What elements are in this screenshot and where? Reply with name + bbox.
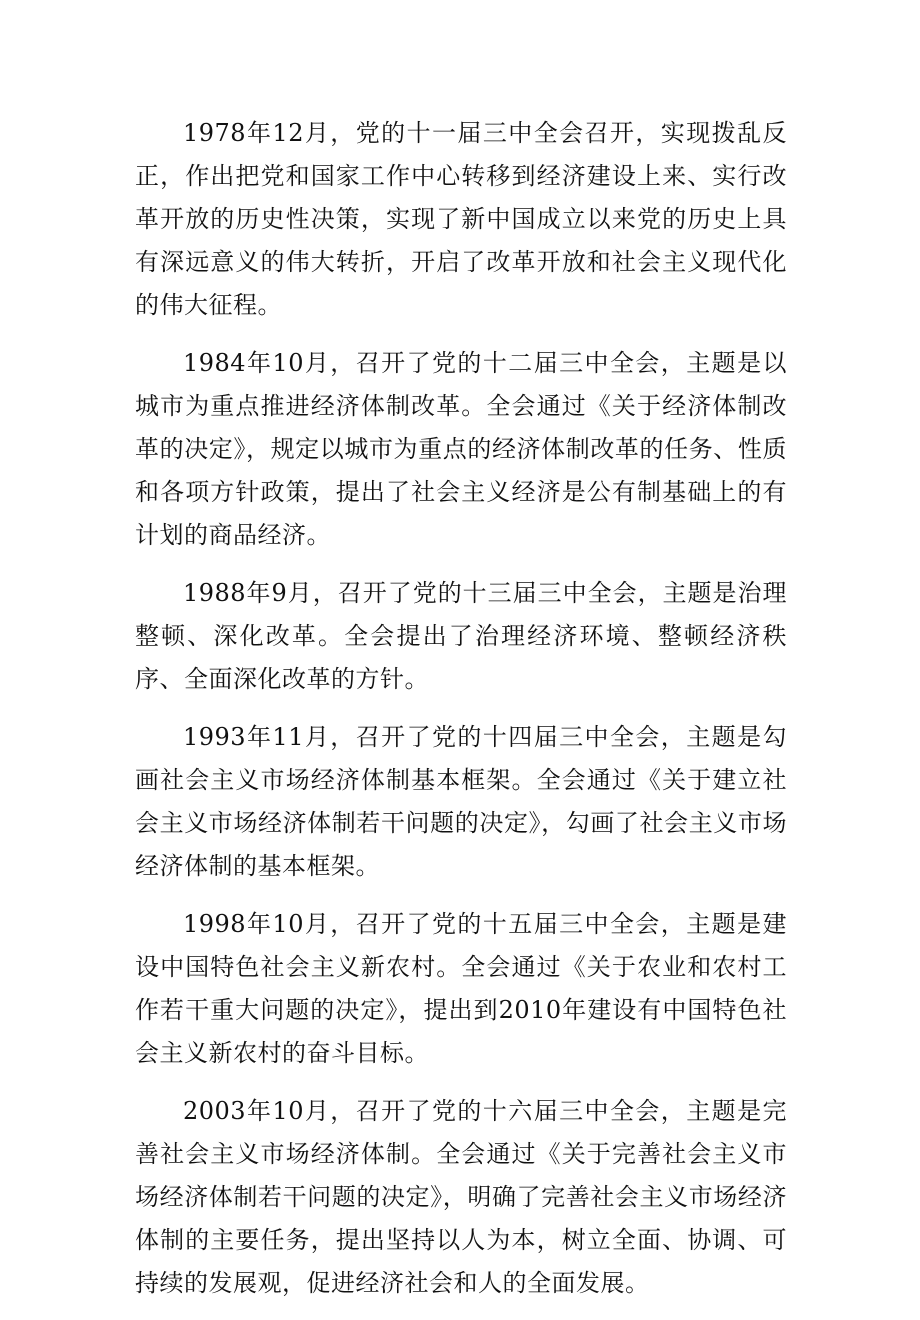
paragraph-1998-plenum: 1998年10月，召开了党的十五届三中全会，主题是建设中国特色社会主义新农村。全会通过《关于农业和农村工作若干重大问题的决定》，提出到2010年建设有中国特色社会主义新农村的奋斗目标。 — [135, 910, 787, 1067]
document-body — [135, 112, 787, 1320]
paragraph-1988-plenum: 1988年9月，召开了党的十三届三中全会，主题是治理整顿、深化改革。全会提出了治理经济环境、整顿经济秩序、全面深化改革的方针。 — [135, 579, 787, 693]
paragraph-2003-plenum: 2003年10月，召开了党的十六届三中全会，主题是完善社会主义市场经济体制。全会通过《关于完善社会主义市场经济体制若干问题的决定》，明确了完善社会主义市场经济体制的主要任务，提出坚持以人为本，树立全面、协调、可持续的发展观，促进经济社会和人的全面发展。 — [135, 1097, 787, 1297]
paragraph-1993-plenum: 1993年11月，召开了党的十四届三中全会，主题是勾画社会主义市场经济体制基本框架。全会通过《关于建立社会主义市场经济体制若干问题的决定》，勾画了社会主义市场经济体制的基本框架。 — [135, 723, 787, 880]
paragraph-1984-plenum: 1984年10月，召开了党的十二届三中全会，主题是以城市为重点推进经济体制改革。全会通过《关于经济体制改革的决定》，规定以城市为重点的经济体制改革的任务、性质和各项方针政策，提出了社会主义经济是公有制基础上的有计划的商品经济。 — [135, 349, 787, 549]
paragraph-1978-plenum: 1978年12月，党的十一届三中全会召开，实现拨乱反正，作出把党和国家工作中心转移到经济建设上来、实行改革开放的历史性决策，实现了新中国成立以来党的历史上具有深远意义的伟大转折，开启了改革开放和社会主义现代化的伟大征程。 — [135, 119, 787, 319]
